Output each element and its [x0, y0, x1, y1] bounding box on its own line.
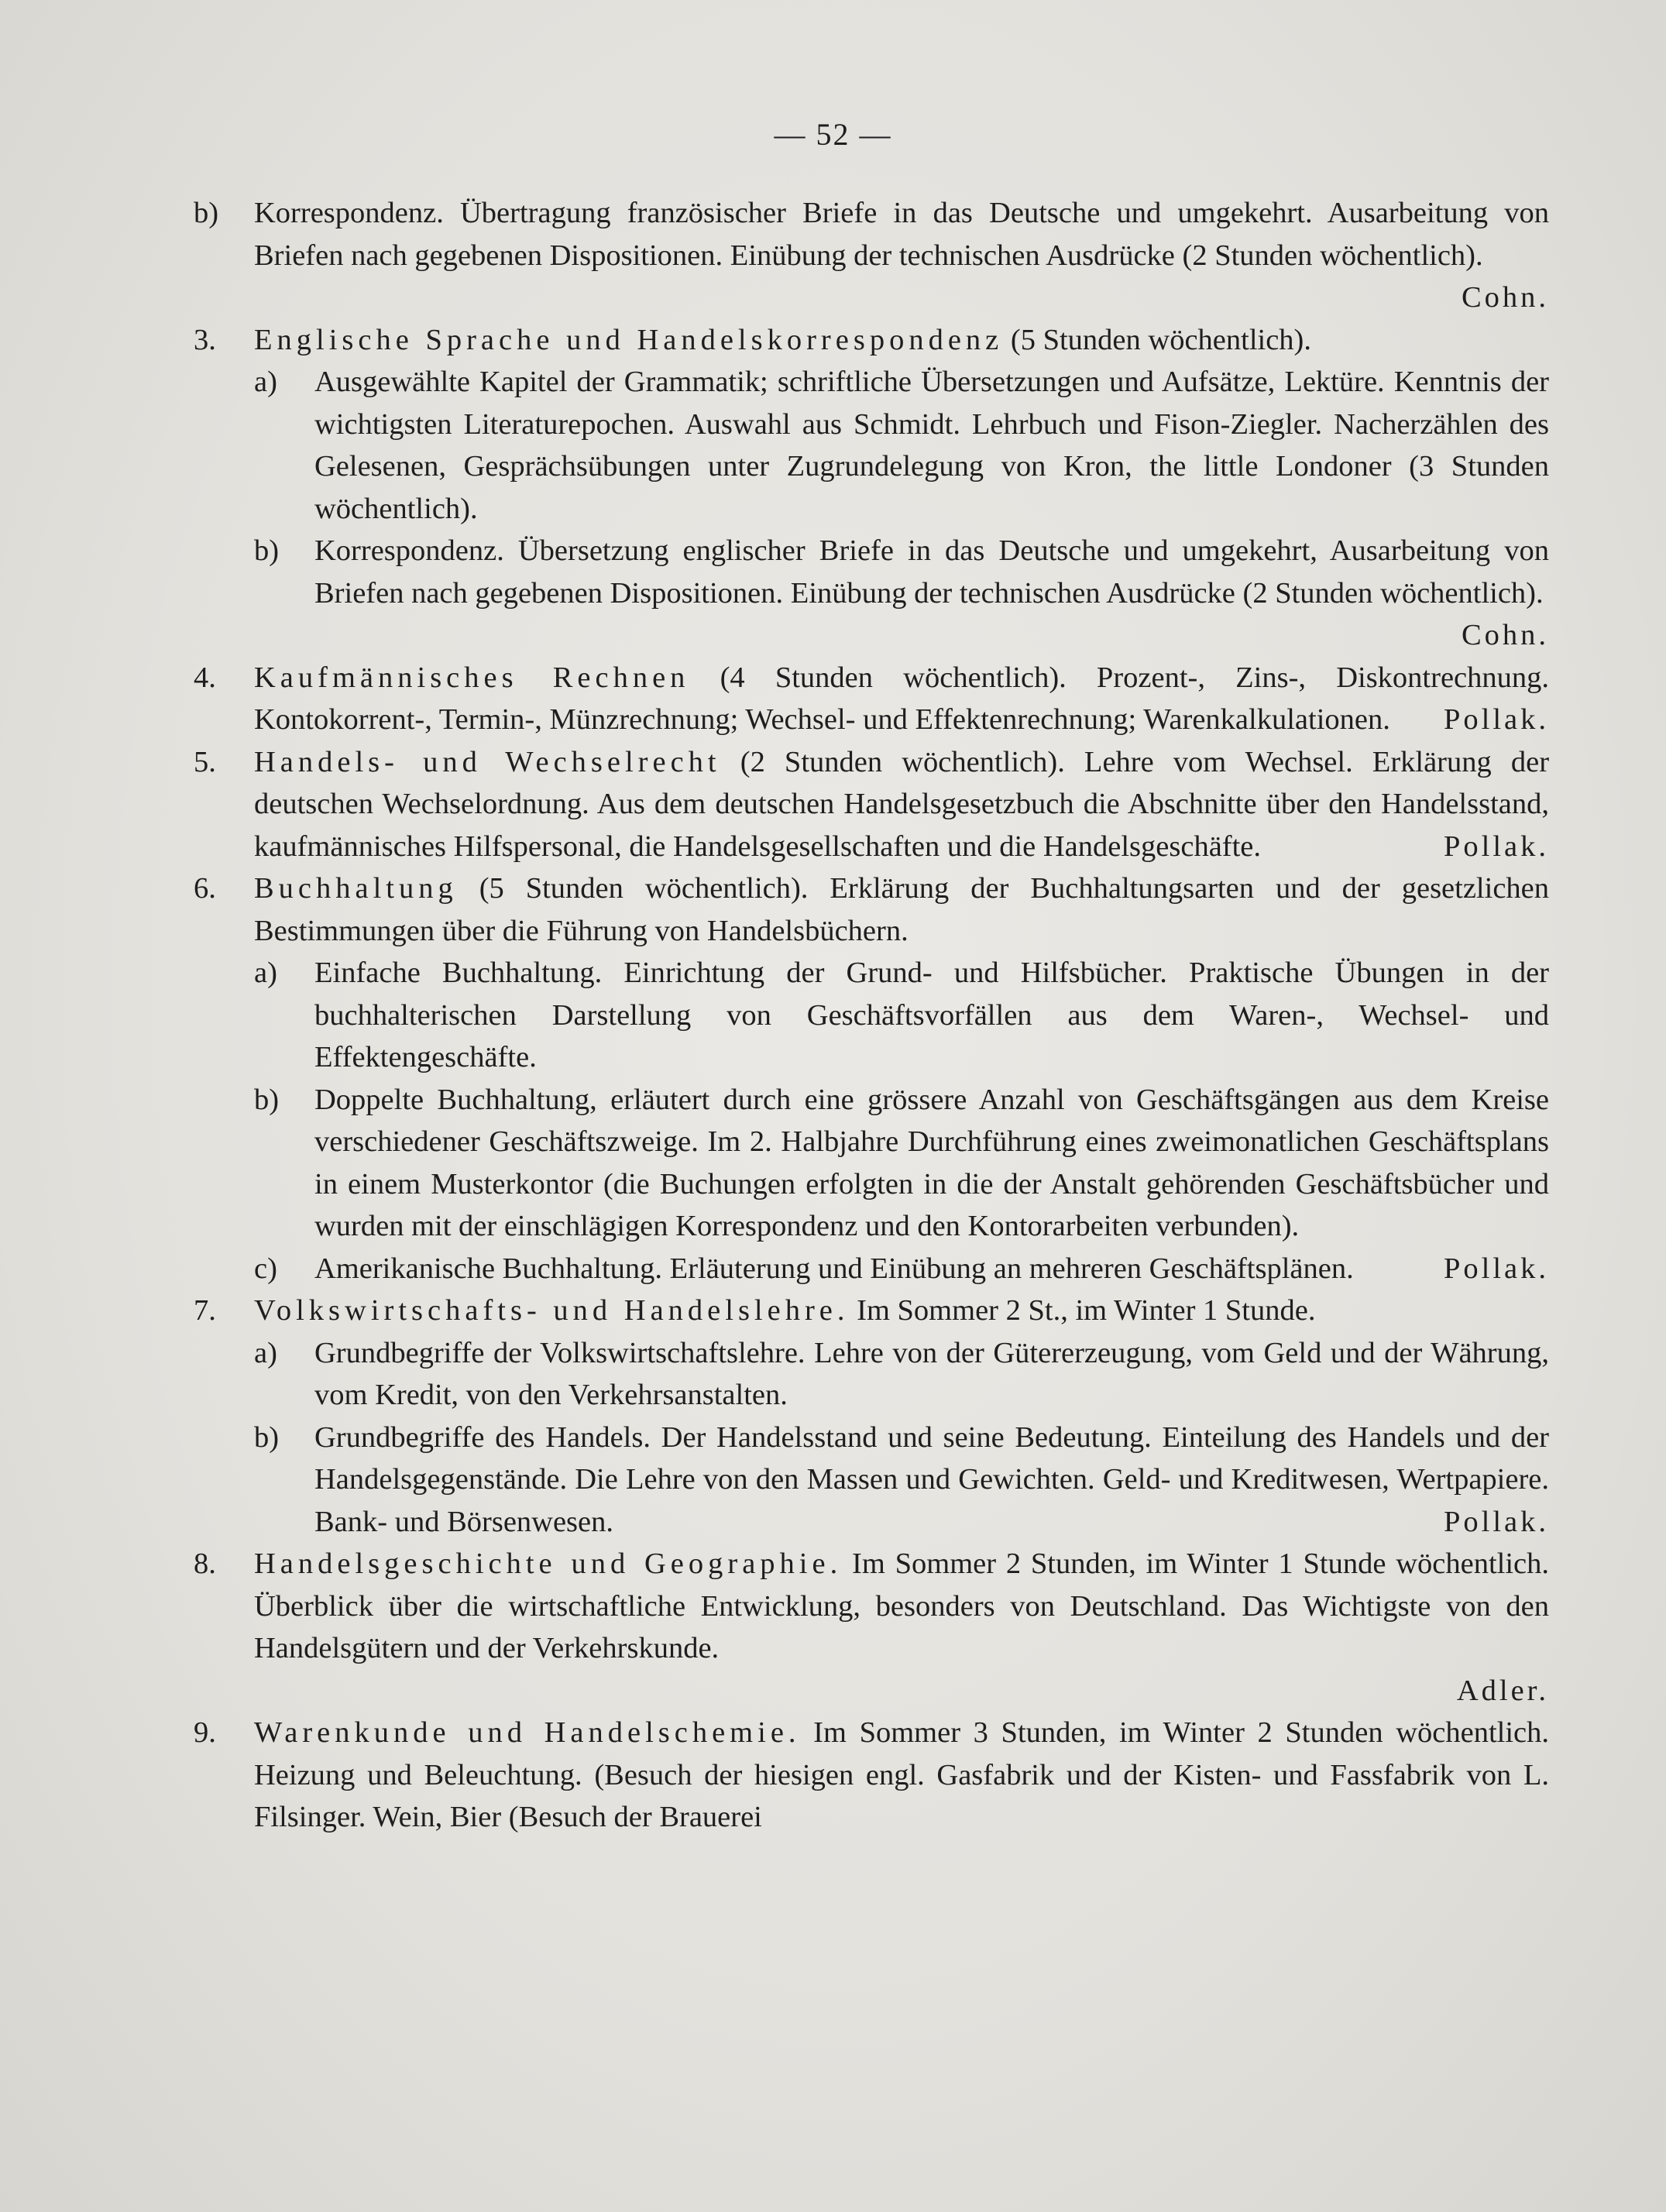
- sub-text: Ausgewählte Kapitel der Grammatik; schriftliche Übersetzungen und Aufsätze, Lektüre. Kenntnis der wichtigsten Literaturepochen. Auswahl aus Schmidt. Lehrbuch und Fison-Ziegler. Nacherzählen des Gelesenen, Gesprächsübungen unter Zugrundelegung von Kron, the little Londoner (3 Stunden wöchentlich).: [314, 366, 1549, 525]
- section-text: Im Sommer 2 St., im Winter 1 Stunde.: [857, 1294, 1316, 1327]
- author-name: Pollak.: [1443, 1252, 1549, 1285]
- section-number: 8.: [194, 1547, 216, 1580]
- section-economics: [194, 1290, 1549, 1543]
- sub-label: a): [254, 366, 277, 398]
- section-commercial-law: [194, 741, 1549, 868]
- author-name: Pollak.: [1443, 1505, 1549, 1538]
- subsection-b: [254, 530, 1549, 657]
- section-number: 4.: [194, 661, 216, 694]
- section-number: 7.: [194, 1294, 216, 1327]
- section-text: Im Sommer 3 Stunden, im Winter 2 Stunden wöchentlich. Heizung und Beleuchtung. (Besuch der hiesigen engl. Gasfabrik und der Kisten- und Fassfabrik von L. Filsinger. Wein, Bier (Besuch der Brauerei: [254, 1716, 1549, 1833]
- sub-text: Einfache Buchhaltung. Einrichtung der Grund- und Hilfsbücher. Praktische Übungen in der buchhalterischen Darstellung von Geschäftsvorfällen aus dem Waren-, Wechsel- und Effektengeschäfte.: [314, 957, 1549, 1073]
- section-title: Handelsgeschichte und Geographie.: [254, 1547, 843, 1580]
- section-title: Handels- und Wechselrecht: [254, 745, 721, 778]
- page-content: [194, 192, 1549, 1839]
- section-text: (5 Stunden wöchentlich).: [1010, 323, 1311, 356]
- sub-label: b): [254, 1420, 280, 1454]
- subsection-b: [254, 1079, 1549, 1248]
- author-name: Pollak.: [1443, 830, 1549, 863]
- sub-text: Amerikanische Buchhaltung. Erläuterung und Einübung an mehreren Geschäftsplänen.: [314, 1252, 1354, 1285]
- sub-label: b): [254, 1083, 280, 1116]
- section-bookkeeping: [194, 867, 1549, 1290]
- subsection-b: [254, 1417, 1549, 1544]
- subsection-a: [254, 1332, 1549, 1417]
- subsection-a: [254, 952, 1549, 1079]
- section-title: Kaufmännisches Rechnen: [254, 661, 690, 694]
- sub-text: Grundbegriffe des Handels. Der Handelsstand und seine Bedeutung. Einteilung des Handels und der Handelsgegenstände. Die Lehre von den Massen und Gewichten. Geld- und Kreditwesen, Wertpapiere. Bank- und Börsenwesen.: [314, 1420, 1549, 1538]
- section-commercial-arithmetic: [194, 657, 1549, 741]
- section-title: Volkswirtschafts- und Handelslehre.: [254, 1294, 850, 1327]
- section-number: 3.: [194, 323, 216, 356]
- author-name: Cohn.: [1461, 619, 1549, 651]
- sub-text: Korrespondenz. Übersetzung englischer Briefe in das Deutsche und umgekehrt, Ausarbeitung von Briefen nach gegebenen Dispositionen. Einübung der technischen Ausdrücke (2 Stunden wöchentlich).: [314, 534, 1549, 610]
- sub-label: a): [254, 1336, 277, 1369]
- subsection-c: [254, 1248, 1549, 1290]
- section-commercial-history: [194, 1543, 1549, 1712]
- section-text: (5 Stunden wöchentlich). Erklärung der Buchhaltungsarten und der gesetzlichen Bestimmungen über die Führung von Handelsbüchern.: [254, 872, 1549, 947]
- sub-lead: Korrespondenz.: [254, 197, 444, 229]
- section-text: Übertragung französischer Briefe in das Deutsche und umgekehrt. Ausarbeitung von Briefen nach gegebenen Dispositionen. Einübung der technischen Ausdrücke (2 Stunden wöchentlich).: [254, 197, 1550, 272]
- section-commodities: [194, 1712, 1549, 1839]
- sub-label: c): [254, 1252, 277, 1285]
- author-name: Adler.: [1456, 1674, 1549, 1707]
- sub-label: b): [254, 534, 280, 567]
- sub-label: b): [194, 197, 219, 229]
- subsection-a: [254, 361, 1549, 530]
- sub-label: a): [254, 957, 277, 989]
- section-number: 6.: [194, 872, 216, 905]
- section-title: Englische Sprache und Handelskorrespondenz: [254, 323, 1004, 356]
- author-name: Cohn.: [1461, 281, 1549, 314]
- section-english: [194, 319, 1549, 657]
- sub-text: Doppelte Buchhaltung, erläutert durch eine grössere Anzahl von Geschäftsgängen aus dem Kreise verschiedener Geschäftszweige. Im 2. Halbjahre Durchführung eines zweimonatlichen Geschäftsplans in einem Musterkontor (die Buchungen erfolgten in die der Anstalt gehörenden Geschäftsbücher und wurden mit der einschlägigen Korrespondenz und den Kontorarbeiten verbunden).: [314, 1083, 1549, 1242]
- section-title: Warenkunde und Handelschemie.: [254, 1716, 801, 1749]
- section-title: Buchhaltung: [254, 872, 458, 905]
- section-french-correspondence: [194, 192, 1549, 319]
- section-text: (4 Stunden wöchentlich). Prozent-, Zins-, Diskontrechnung. Kontokorrent-, Termin-, Münzrechnung; Wechsel- und Effektenrechnung; Warenkalkulationen.: [254, 661, 1549, 736]
- section-text: (2 Stunden wöchentlich). Lehre vom Wechsel. Erklärung der deutschen Wechselordnung. Aus dem deutschen Handelsgesetzbuch die Abschnitte über den Handelsstand, kaufmännisches Hilfspersonal, die Handelsgesellschaften und die Handelsgeschäfte.: [254, 745, 1550, 863]
- section-text: Im Sommer 2 Stunden, im Winter 1 Stunde wöchentlich. Überblick über die wirtschaftliche Entwicklung, besonders von Deutschland. Das Wichtigste von den Handelsgütern und der Verkehrskunde.: [254, 1547, 1550, 1664]
- page-number: — 52 —: [774, 117, 892, 152]
- sub-text: Grundbegriffe der Volkswirtschaftslehre. Lehre von der Gütererzeugung, vom Geld und der Währung, vom Kredit, von den Verkehrsanstalten.: [314, 1336, 1549, 1411]
- section-number: 5.: [194, 745, 216, 778]
- author-name: Pollak.: [1443, 703, 1549, 736]
- section-number: 9.: [194, 1716, 216, 1749]
